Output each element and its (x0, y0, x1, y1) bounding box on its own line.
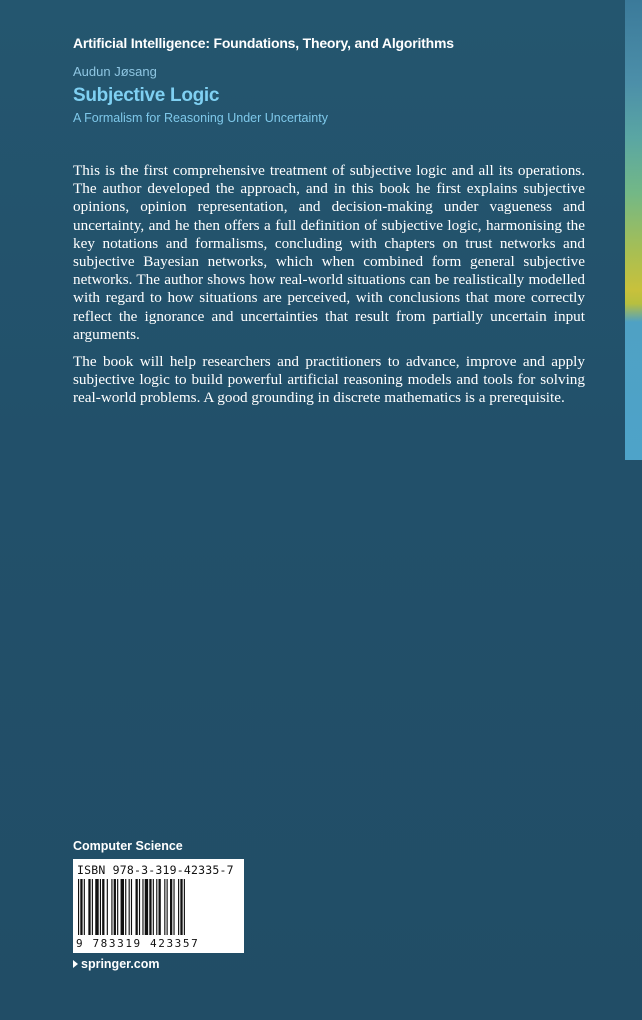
barcode-bar (102, 879, 104, 935)
barcode-bar (180, 879, 182, 935)
barcode-bar (167, 879, 168, 935)
barcode-bar (136, 879, 138, 935)
barcode-bar (111, 879, 112, 935)
barcode-bar (173, 879, 174, 935)
barcode-bar (114, 879, 116, 935)
barcode-bar (139, 879, 140, 935)
barcode-bar (164, 879, 165, 935)
barcode-bar (153, 879, 154, 935)
barcode-bar (125, 879, 126, 935)
barcode-bar (117, 879, 118, 935)
barcode-bar (184, 879, 185, 935)
barcode-bar (142, 879, 143, 935)
publisher-link-text[interactable]: springer.com (81, 957, 160, 971)
barcode-bar (88, 879, 90, 935)
publisher-link[interactable] (73, 957, 160, 971)
barcode-bar (131, 879, 132, 935)
barcode-bar (145, 879, 148, 935)
barcode-image (76, 879, 241, 937)
barcode-digits: 9 783319 423357 (76, 937, 200, 950)
barcode-bar (107, 879, 108, 935)
arrow-right-icon (73, 960, 78, 968)
description-paragraph-1: This is the first comprehensive treatment of subjective logic and all its operations. The author developed the approach, and in this book he first explains subjective opinions, opinion representation, and decision-making under vagueness and uncertainty, and he then offers a full definition of subjective logic, harmonising the key notations and formalisms, concluding with chapters on trust networks and subjective Bayesian networks, which when combined form general subjective networks. The author shows how real-world situations can be realistically modelled with regard to how situations are perceived, with conclusions that more correctly reflect the ignorance and uncertainties that result from partially uncertain input arguments. (73, 162, 585, 343)
book-title: Subjective Logic (73, 85, 220, 106)
description-paragraph-2: The book will help researchers and practitioners to advance, improve and apply subjective logic to build powerful artificial reasoning models and tools for solving real-world problems. A good grounding in discrete mathematics is a prerequisite. (73, 353, 585, 407)
book-subtitle: A Formalism for Reasoning Under Uncertainty (73, 111, 328, 125)
author-name: Audun Jøsang (73, 64, 157, 79)
barcode-bar (159, 879, 161, 935)
barcode-bar (100, 879, 101, 935)
barcode-bar (92, 879, 93, 935)
barcode-bar (95, 879, 98, 935)
book-description (73, 162, 585, 417)
subject-category: Computer Science (73, 839, 183, 853)
barcode-bar (178, 879, 179, 935)
barcode-bar (149, 879, 151, 935)
barcode-bar (170, 879, 172, 935)
barcode-bar (156, 879, 157, 935)
barcode-bar (78, 879, 79, 935)
barcode-bar (80, 879, 82, 935)
barcode-bar (129, 879, 130, 935)
isbn-barcode (73, 859, 244, 953)
barcode-bar (84, 879, 85, 935)
color-gradient-strip (625, 0, 642, 460)
barcode-bar (121, 879, 124, 935)
series-title: Artificial Intelligence: Foundations, Theory, and Algorithms (73, 35, 454, 51)
isbn-label: ISBN 978-3-319-42335-7 (77, 863, 234, 877)
